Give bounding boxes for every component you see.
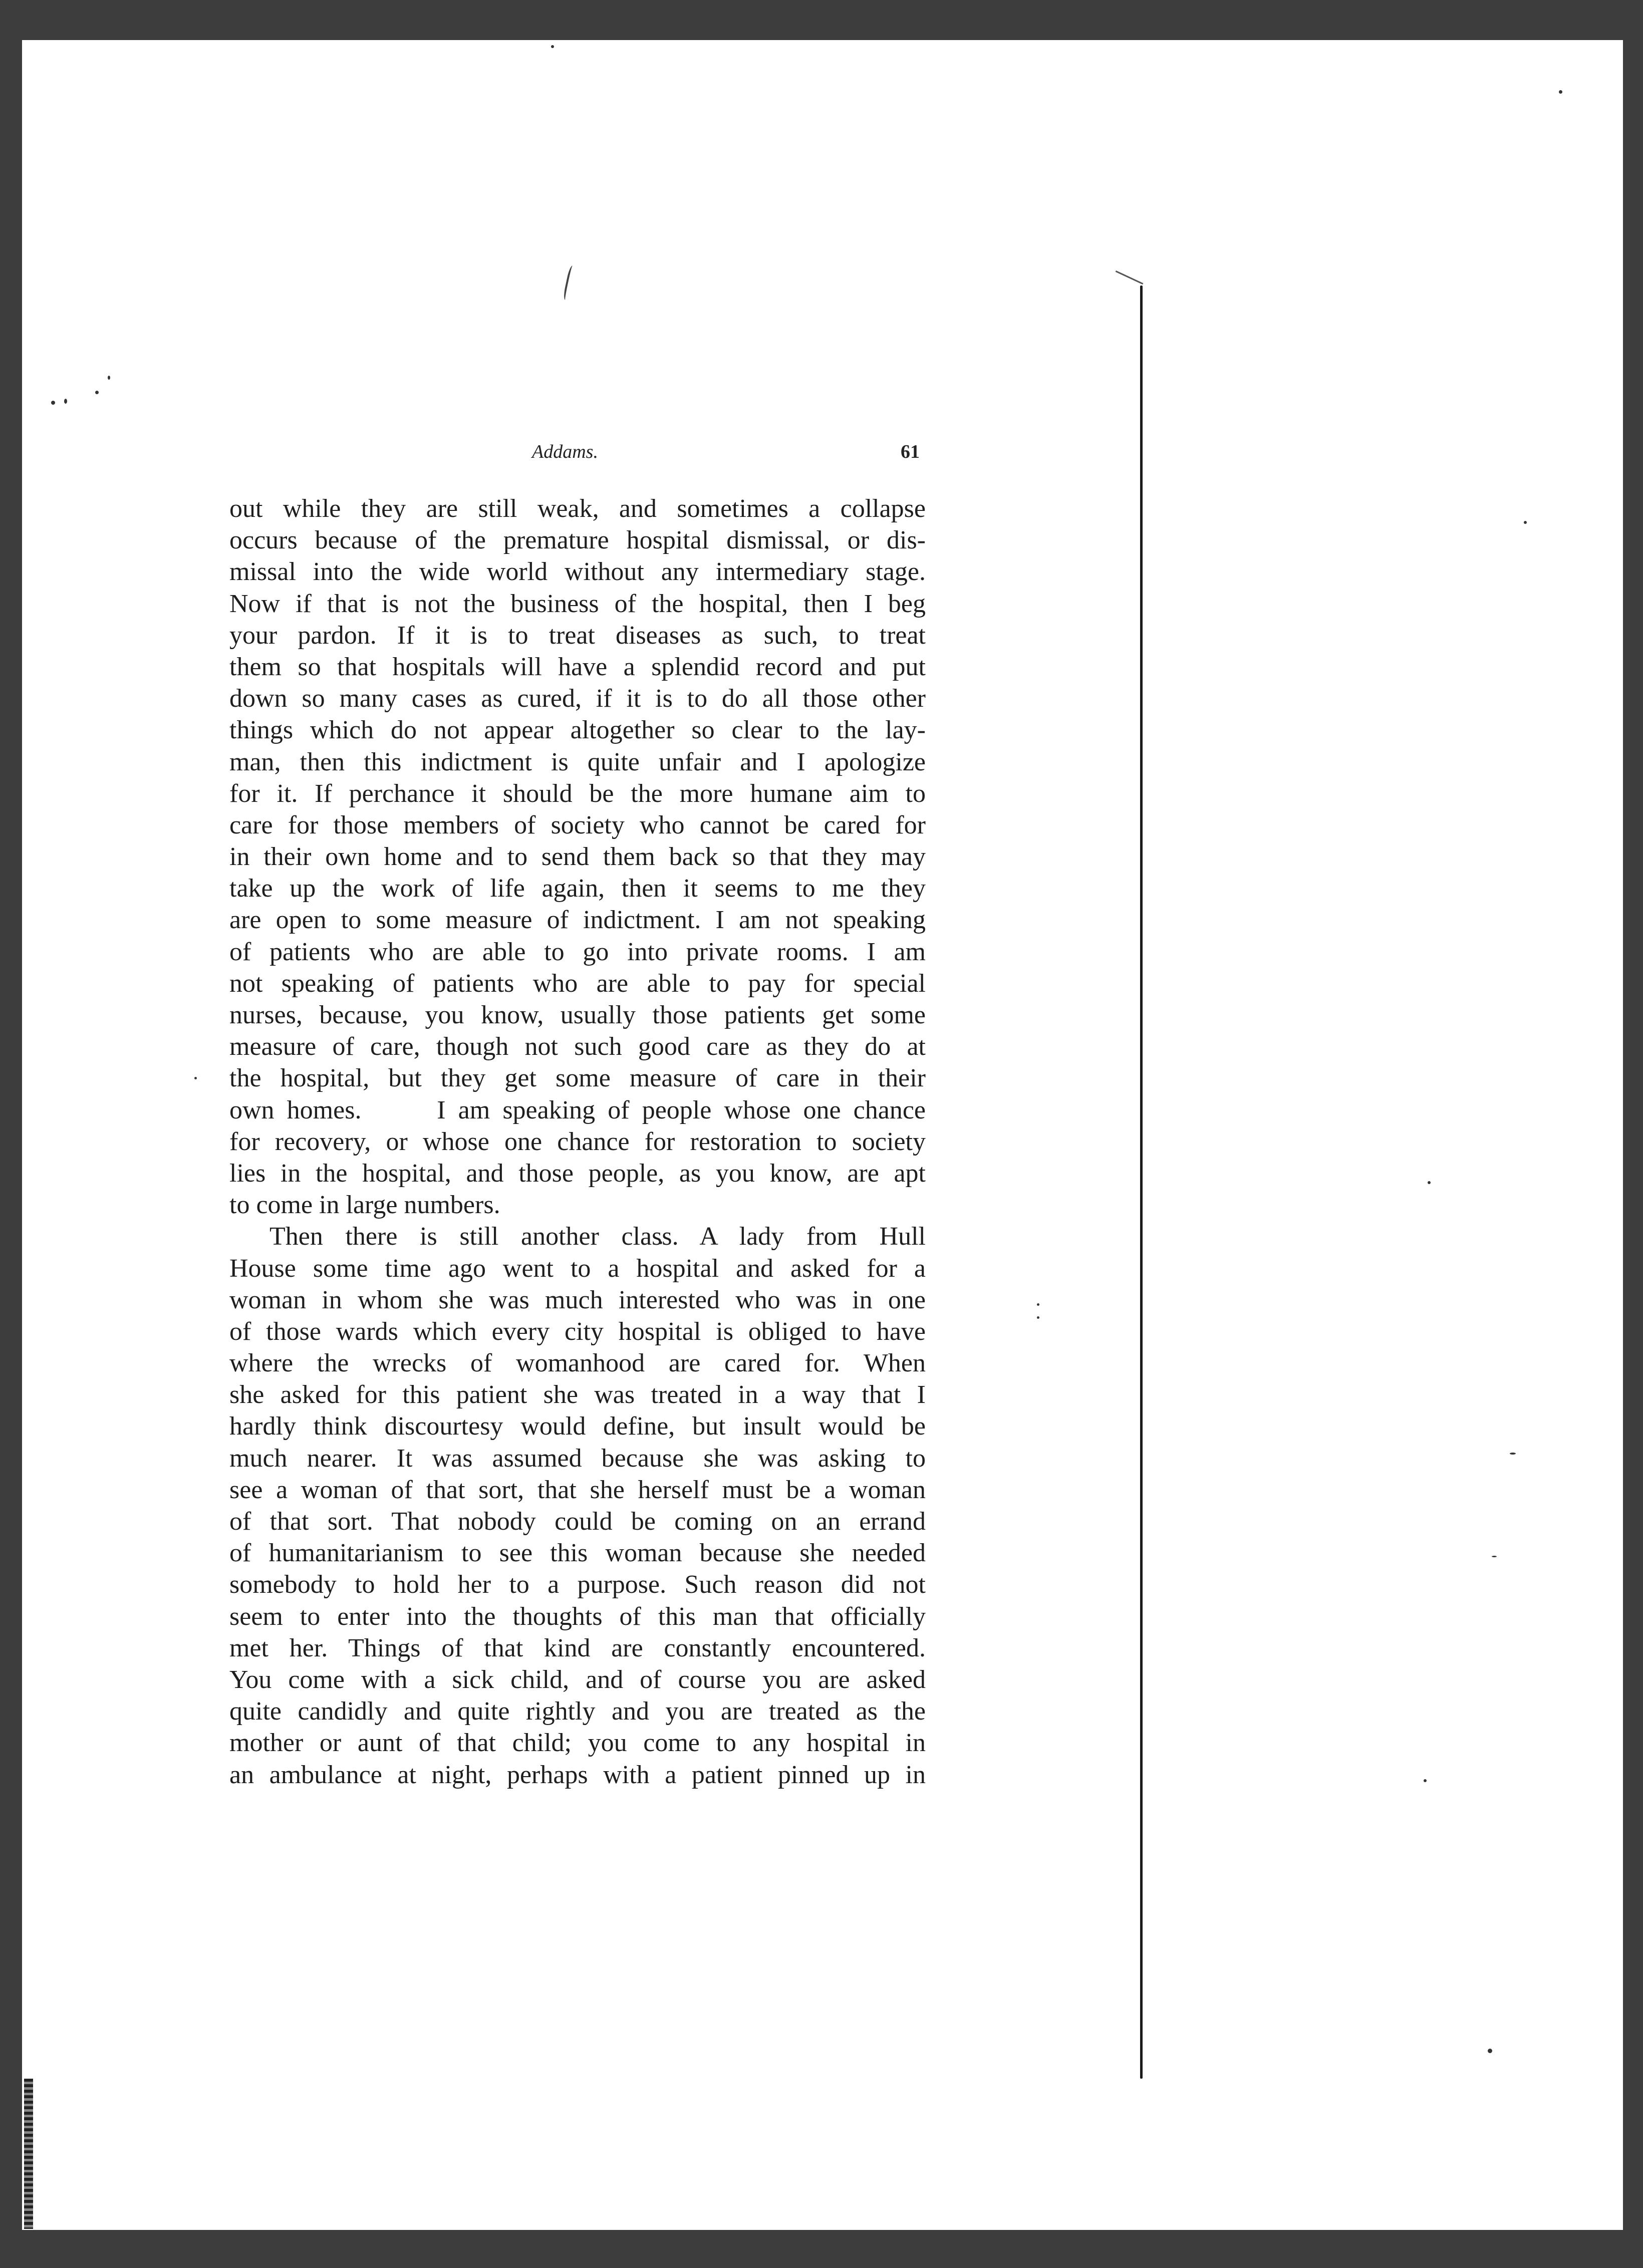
scan-speck — [1037, 1316, 1039, 1319]
text-line: your pardon. If it is to treat diseases as such, to treat — [229, 621, 926, 650]
body-text — [229, 493, 926, 1791]
text-line: not speaking of patients who are able to pay for special — [229, 969, 926, 998]
text-line: mother or aunt of that child; you come to any hospital in — [229, 1729, 926, 1758]
scan-speck — [51, 401, 55, 405]
text-line: woman in whom she was much interested who was in one — [229, 1285, 926, 1314]
scan-speck — [95, 391, 99, 394]
scan-speck — [108, 376, 110, 380]
text-line: for recovery, or whose one chance for restoration to society — [229, 1127, 926, 1156]
text-line: care for those members of society who cannot be cared for — [229, 810, 926, 839]
text-line: You come with a sick child, and of course you are asked — [229, 1665, 926, 1694]
scan-speck — [1428, 1181, 1431, 1184]
text-line: man, then this indictment is quite unfair and I apologize — [229, 747, 926, 776]
text-line: quite candidly and quite rightly and you are treated as the — [229, 1697, 926, 1726]
text-line: out while they are still weak, and sometimes a collapse — [229, 494, 926, 523]
text-line: of patients who are able to go into private rooms. I am — [229, 937, 926, 966]
text-line: of that sort. That nobody could be coming on an errand — [229, 1507, 926, 1536]
text-line: things which do not appear altogether so clear to the lay- — [229, 716, 926, 745]
running-title: Addams. — [532, 441, 598, 462]
text-line: seem to enter into the thoughts of this man that officially — [229, 1602, 926, 1631]
text-line: lies in the hospital, and those people, as you know, are apt — [229, 1159, 926, 1188]
text-line: much nearer. It was assumed because she was asking to — [229, 1444, 926, 1473]
text-line: nurses, because, you know, usually those patients get some — [229, 1001, 926, 1029]
scan-speck — [1488, 2049, 1492, 2053]
text-line: where the wrecks of womanhood are cared for. When — [229, 1349, 926, 1378]
text-line: met her. Things of that kind are constantly encountered. — [229, 1633, 926, 1662]
scan-speck — [1524, 521, 1527, 524]
text-line: of humanitarianism to see this woman because she needed — [229, 1539, 926, 1568]
text-line: somebody to hold her to a purpose. Such reason did not — [229, 1570, 926, 1599]
scan-speck — [1559, 90, 1562, 94]
text-line: are open to some measure of indictment. I am not speaking — [229, 906, 926, 935]
text-line: hardly think discourtesy would define, but insult would be — [229, 1412, 926, 1441]
paragraph-end-line: to come in large numbers. — [229, 1191, 500, 1220]
text-line: House some time ago went to a hospital and asked for a — [229, 1254, 926, 1283]
page-number: 61 — [901, 441, 920, 462]
scan-speck — [1510, 1453, 1516, 1455]
text-line: in their own home and to send them back so that they may — [229, 842, 926, 872]
text-line: of those wards which every city hospital is obliged to have — [229, 1317, 926, 1346]
text-line: take up the work of life again, then it seems to me they — [229, 874, 926, 903]
text-line: them so that hospitals will have a splendid record and put — [229, 652, 926, 681]
scan-speck — [1492, 1556, 1497, 1557]
scan-speck — [1037, 1303, 1039, 1306]
text-line: see a woman of that sort, that she herself must be a woman — [229, 1475, 926, 1504]
page-fold-line — [1140, 286, 1143, 2079]
text-line: an ambulance at night, perhaps with a patient pinned up in — [229, 1760, 926, 1789]
text-line: Now if that is not the business of the hospital, then I beg — [229, 589, 926, 618]
running-head — [501, 441, 922, 471]
text-line: occurs because of the premature hospital dismissal, or dis- — [229, 526, 926, 555]
scan-speck — [1424, 1779, 1427, 1782]
text-line: missal into the wide world without any intermediary stage. — [229, 557, 926, 587]
text-line: down so many cases as cured, if it is to do all those other — [229, 684, 926, 713]
scan-speck — [551, 45, 554, 48]
scan-edge-strip — [24, 2079, 33, 2229]
text-line: own homes. I am speaking of people whose one chance — [229, 1095, 926, 1124]
scan-speck — [194, 1077, 197, 1079]
text-line: she asked for this patient she was treated in a way that I — [229, 1380, 926, 1409]
text-line: measure of care, though not such good care as they do at — [229, 1032, 926, 1061]
text-line: the hospital, but they get some measure of care in their — [229, 1064, 926, 1093]
text-line: for it. If perchance it should be the more humane aim to — [229, 779, 926, 808]
scan-speck — [64, 399, 67, 404]
paragraph-start-line: Then there is still another class. A lady from Hull — [269, 1222, 926, 1251]
